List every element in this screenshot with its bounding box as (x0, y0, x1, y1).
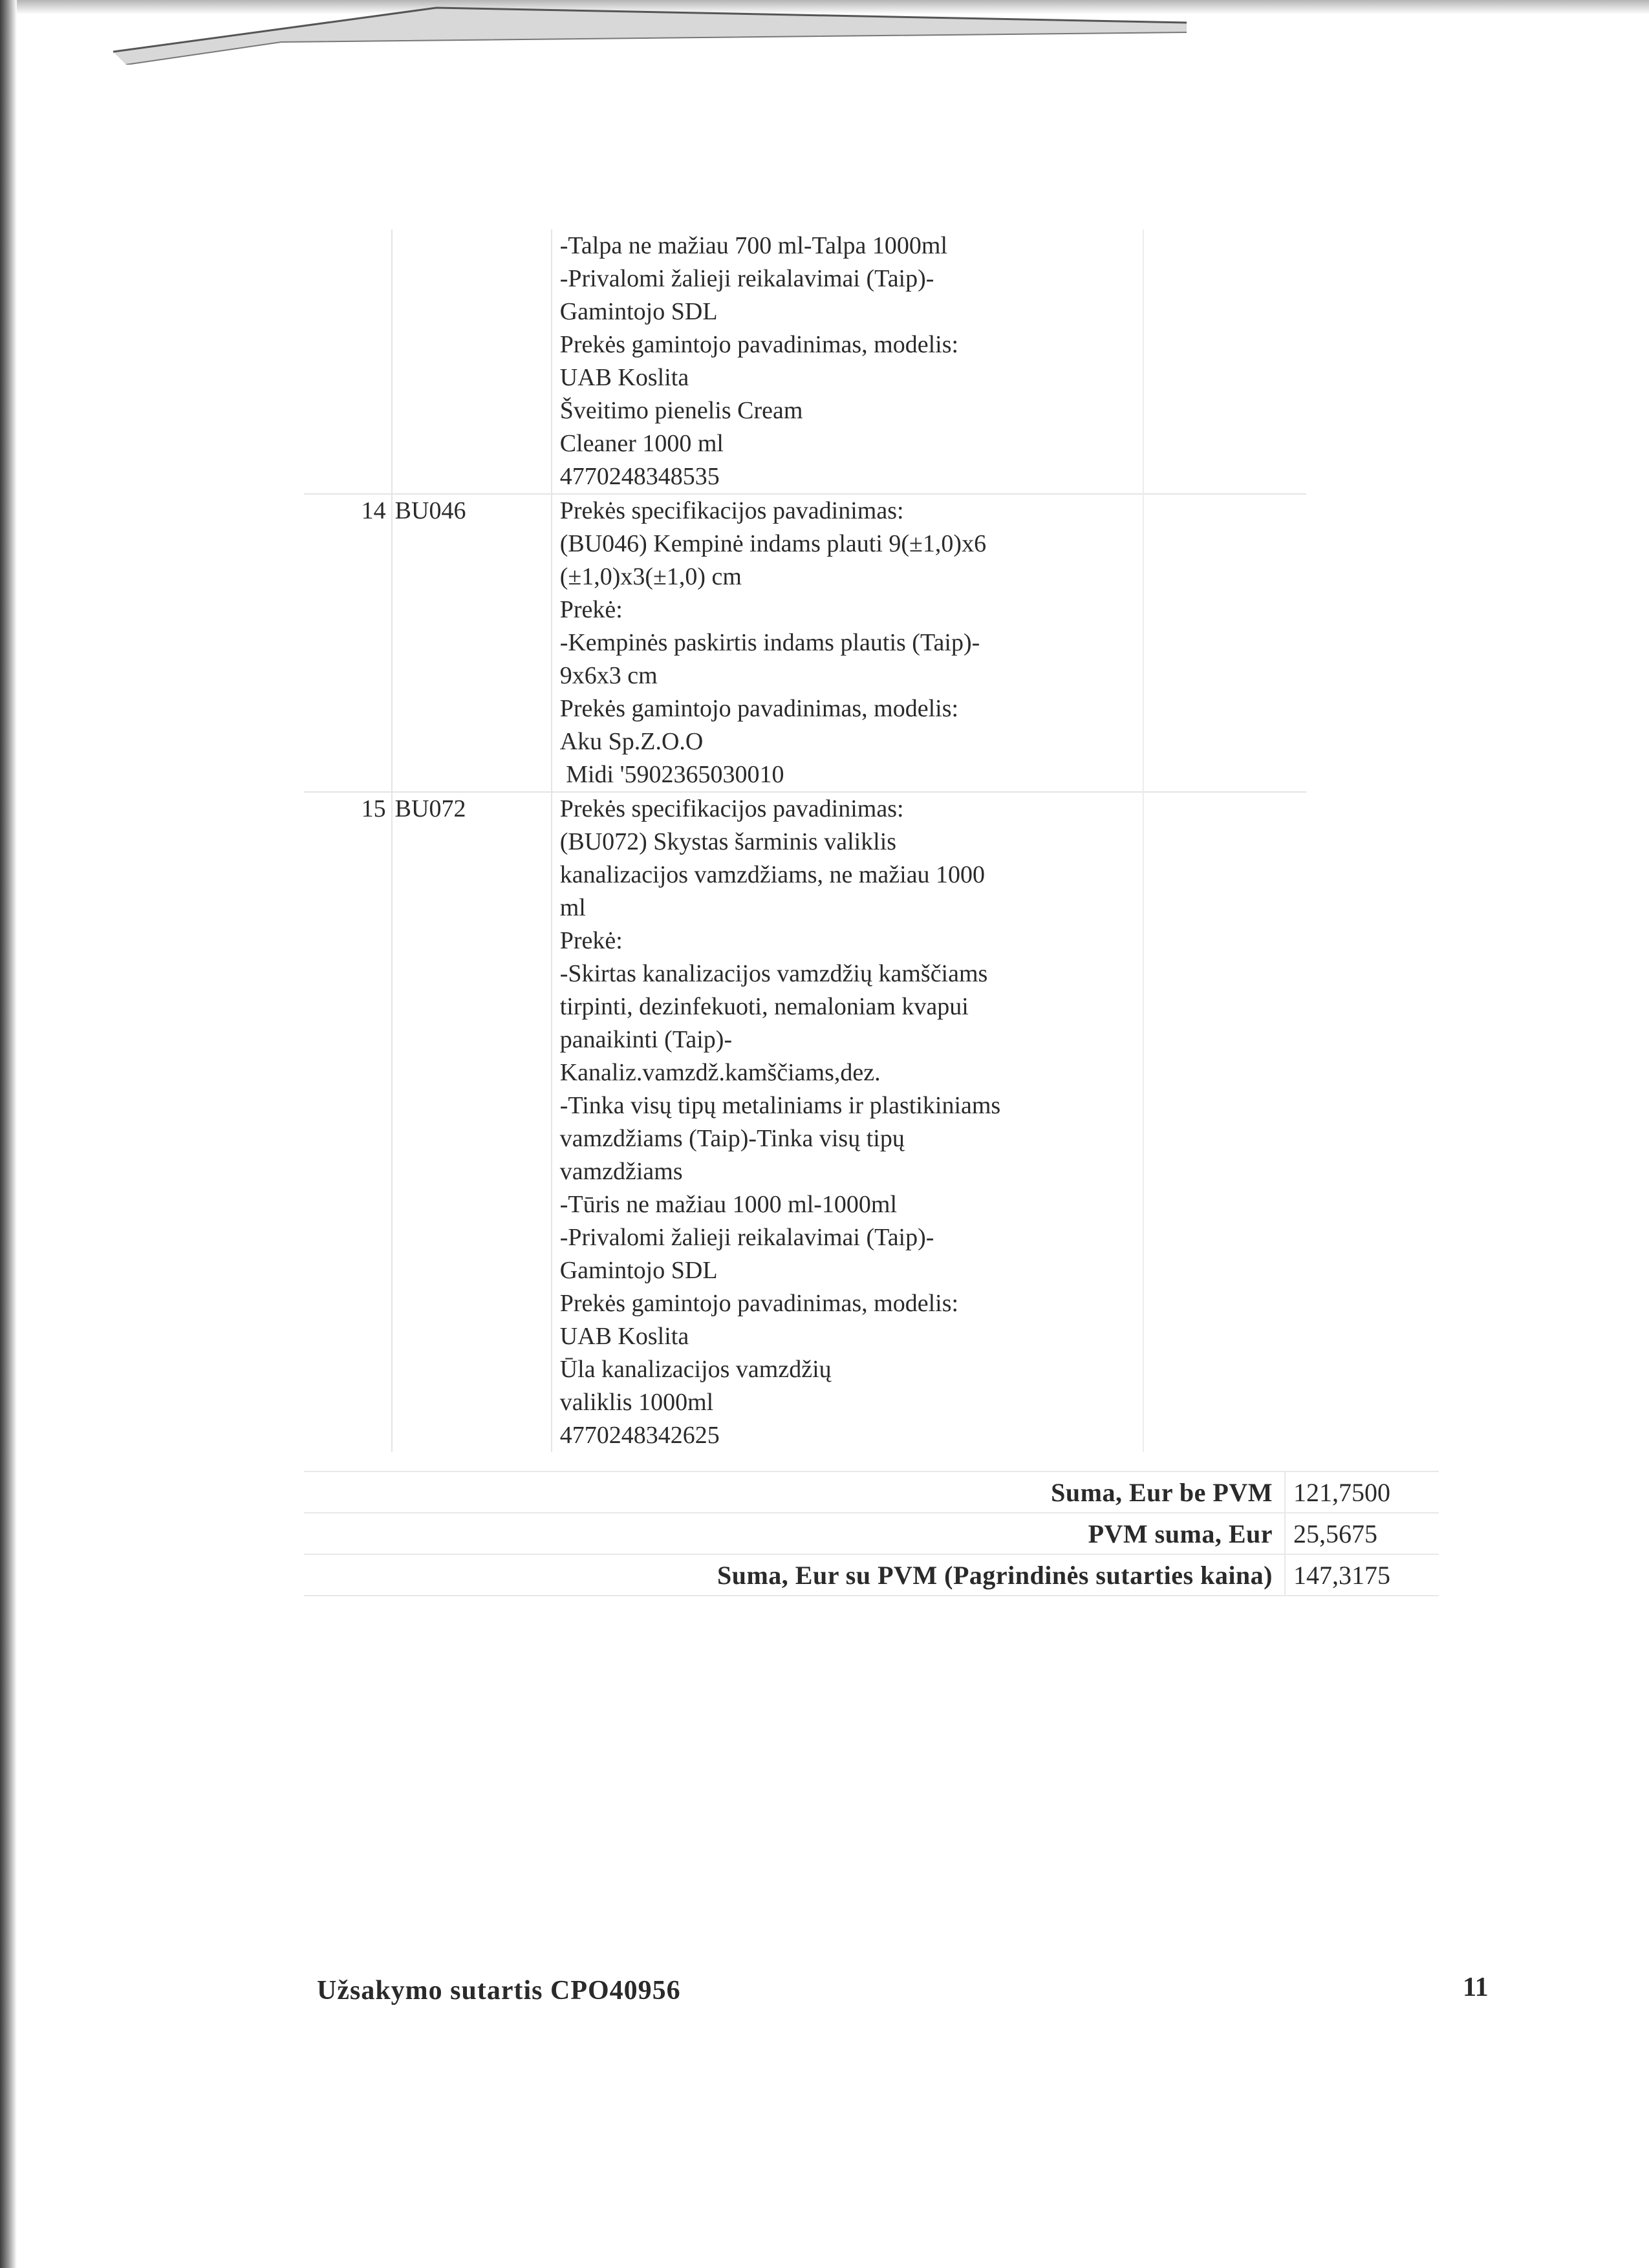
empty-cell (1143, 494, 1306, 792)
description-line: vamzdžiams (559, 1158, 683, 1185)
description-line: Prekės specifikacijos pavadinimas: (559, 795, 904, 822)
item-number (304, 230, 392, 494)
description-line: UAB Koslita (559, 364, 689, 391)
description-line: Cleaner 1000 ml (559, 430, 724, 457)
description-line: Midi '5902365030010 (559, 761, 784, 788)
item-code-cell (392, 494, 552, 792)
description-line: -Tūris ne mažiau 1000 ml-1000ml (559, 1191, 898, 1218)
description-line: kanalizacijos vamzdžiams, ne mažiau 1000 (559, 861, 986, 888)
item-description (552, 230, 1144, 494)
description-line: (±1,0)x3(±1,0) cm (559, 563, 742, 590)
totals-table (304, 1471, 1439, 1596)
item-number: 14 (304, 494, 392, 792)
description-line: Prekė: (559, 596, 623, 623)
table-row (304, 792, 1306, 1452)
description-line: Prekės gamintojo pavadinimas, modelis: (559, 695, 959, 722)
description-line: (BU046) Kempinė indams plauti 9(±1,0)x6 (559, 530, 987, 557)
description-line: Prekės specifikacijos pavadinimas: (559, 497, 904, 524)
total-value: 121,7500 (1285, 1471, 1439, 1513)
item-code: BU046 (394, 497, 466, 524)
items-table (304, 230, 1306, 1452)
description-line: -Tinka visų tipų metaliniams ir plastikiniams (559, 1092, 1001, 1119)
description-line: Gamintojo SDL (559, 298, 718, 325)
item-description (552, 792, 1144, 1452)
total-value: 25,5675 (1285, 1513, 1439, 1554)
description-line: 9x6x3 cm (559, 662, 658, 689)
total-value: 147,3175 (1285, 1554, 1439, 1596)
item-description (552, 494, 1144, 792)
description-line: -Privalomi žalieji reikalavimai (Taip)- (559, 265, 934, 292)
description-line: Prekės gamintojo pavadinimas, modelis: (559, 1290, 959, 1317)
totals-row (304, 1471, 1439, 1513)
description-line: 4770248342625 (559, 1422, 720, 1449)
table-row (304, 494, 1306, 792)
item-code-cell (392, 792, 552, 1452)
description-line: -Privalomi žalieji reikalavimai (Taip)- (559, 1224, 934, 1251)
items-table-body (304, 230, 1306, 1452)
description-line: 4770248348535 (559, 463, 720, 490)
empty-cell (1143, 792, 1306, 1452)
description-line: valiklis 1000ml (559, 1389, 714, 1416)
description-line: Aku Sp.Z.O.O (559, 728, 704, 755)
empty-cell (1143, 230, 1306, 494)
table-row (304, 230, 1306, 494)
scan-fold-artifact (113, 6, 1187, 65)
description-line: vamzdžiams (Taip)-Tinka visų tipų (559, 1125, 905, 1152)
description-line: Gamintojo SDL (559, 1257, 718, 1284)
description-line: -Skirtas kanalizacijos vamzdžių kamščiams (559, 960, 988, 987)
item-code-cell (392, 230, 552, 494)
description-line: -Talpa ne mažiau 700 ml-Talpa 1000ml (559, 232, 948, 259)
item-code: BU072 (394, 795, 466, 822)
item-code (393, 232, 395, 259)
scan-left-edge (0, 0, 17, 2268)
description-line: Ūla kanalizacijos vamzdžių (559, 1356, 832, 1383)
description-line: Prekė: (559, 927, 623, 954)
description-line: tirpinti, dezinfekuoti, nemaloniam kvapui (559, 993, 969, 1020)
item-number: 15 (304, 792, 392, 1452)
description-line: ml (559, 894, 586, 921)
total-label: PVM suma, Eur (304, 1513, 1285, 1554)
description-line: -Kempinės paskirtis indams plautis (Taip)- (559, 629, 980, 656)
description-line: Prekės gamintojo pavadinimas, modelis: (559, 331, 959, 358)
totals-row (304, 1554, 1439, 1596)
description-line: (BU072) Skystas šarminis valiklis (559, 828, 897, 855)
description-line: panaikinti (Taip)- (559, 1026, 733, 1053)
description-line: UAB Koslita (559, 1323, 689, 1350)
footer-contract-title: Užsakymo sutartis CPO40956 (317, 1976, 681, 2006)
description-line: Šveitimo pienelis Cream (559, 397, 803, 424)
totals-row (304, 1513, 1439, 1554)
total-label: Suma, Eur su PVM (Pagrindinės sutarties kaina) (304, 1554, 1285, 1596)
description-line: Kanaliz.vamzdž.kamščiams,dez. (559, 1059, 881, 1086)
totals-table-body (304, 1471, 1439, 1596)
total-label: Suma, Eur be PVM (304, 1471, 1285, 1513)
page-number: 11 (1463, 1973, 1489, 2002)
